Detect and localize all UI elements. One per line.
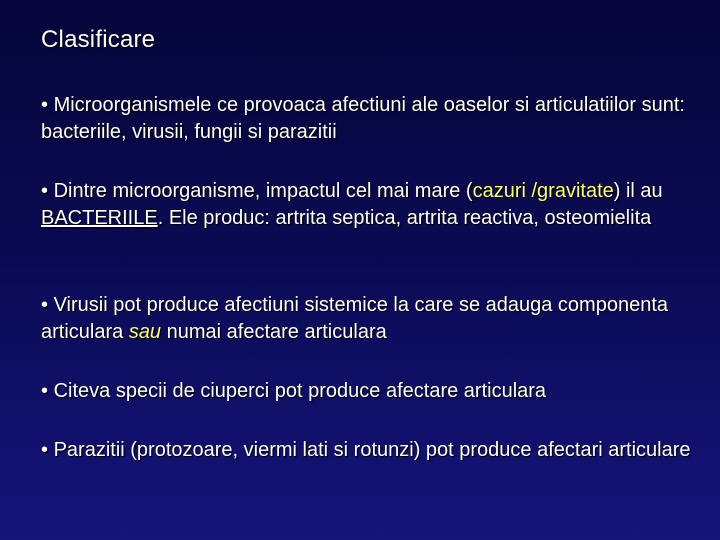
bullet-marker: • [41, 180, 49, 202]
bullet-text-part: numai afectare articulara [161, 321, 387, 343]
slide-title: Clasificare [41, 26, 156, 53]
bullet-item-3 [41, 292, 716, 346]
bullet-marker: • [41, 380, 49, 402]
bullet-text: Microorganismele ce provoaca afectiuni ale oaselor si articulatiilor sunt: bacteriile, virusii, fungii si parazitii [41, 94, 685, 143]
highlighted-text: sau [128, 321, 162, 343]
bullet-text-part: . Ele produc: artrita septica, artrita reactiva, osteomielita [157, 207, 652, 229]
bullet-item-5 [41, 437, 716, 464]
highlighted-text: cazuri /gravitate [472, 180, 614, 202]
bullet-item-2 [41, 178, 716, 232]
bullet-item-1 [41, 92, 716, 146]
bullet-marker: • [41, 294, 49, 316]
bullet-text: Citeva specii de ciuperci pot produce afectare articulara [53, 380, 547, 402]
bullet-marker: • [41, 94, 49, 116]
bullet-text-part: ) il au [613, 180, 663, 202]
bullet-marker: • [41, 439, 49, 461]
underlined-text: BACTERIILE [41, 207, 158, 229]
bullet-text: Parazitii (protozoare, viermi lati si rotunzi) pot produce afectari articulare [53, 439, 691, 461]
bullet-item-4 [41, 378, 716, 405]
bullet-text-part: Virusii pot produce afectiuni sistemice la care se adauga componenta articulara [41, 294, 669, 343]
bullet-text-part: Dintre microorganisme, impactul cel mai mare ( [53, 180, 473, 202]
